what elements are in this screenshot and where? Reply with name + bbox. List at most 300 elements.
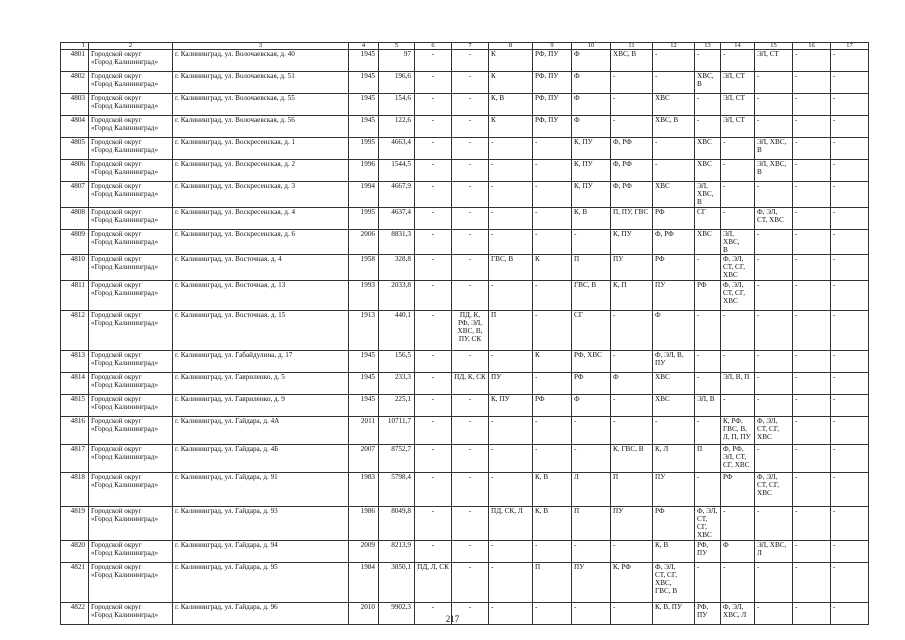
table-cell: - <box>452 94 489 116</box>
column-number: 11 <box>611 43 653 50</box>
table-cell: 8213,9 <box>379 541 415 563</box>
table-cell: Городской округ «Город Калининград» <box>89 207 173 229</box>
table-cell: ЭЛ, СТ <box>721 116 755 138</box>
table-row <box>61 281 869 311</box>
table-cell: 196,6 <box>379 72 415 94</box>
table-cell: - <box>831 445 869 473</box>
table-cell: - <box>793 311 831 351</box>
table-cell: - <box>695 563 721 603</box>
table-cell: 2010 <box>349 603 379 625</box>
table-cell: Ф, РФ <box>653 229 695 255</box>
table-cell: - <box>755 255 793 281</box>
table-cell: - <box>489 473 533 507</box>
table-cell: - <box>452 207 489 229</box>
table-cell: - <box>793 351 831 373</box>
table-cell: - <box>721 351 755 373</box>
table-row <box>61 473 869 507</box>
table-cell: 4816 <box>61 417 89 445</box>
column-number: 17 <box>831 43 869 50</box>
table-cell: - <box>452 473 489 507</box>
table-cell: 5798,4 <box>379 473 415 507</box>
table-cell: 1996 <box>349 160 379 182</box>
table-row <box>61 351 869 373</box>
table-cell: Ф, РФ, ЭЛ, СТ, СГ, ХВС <box>721 445 755 473</box>
table-cell: Городской округ «Город Калининград» <box>89 50 173 72</box>
table-cell: 4808 <box>61 207 89 229</box>
table-cell: г. Калининград, ул. Гайдара, д. 4Б <box>173 445 349 473</box>
table-cell: - <box>793 50 831 72</box>
table-cell: - <box>755 563 793 603</box>
table-cell: Ф <box>572 50 611 72</box>
table-cell: - <box>831 281 869 311</box>
table-row <box>61 255 869 281</box>
table-cell: 4813 <box>61 351 89 373</box>
table-cell: - <box>611 94 653 116</box>
table-cell: 1945 <box>349 116 379 138</box>
table-cell: К, ПУ <box>572 160 611 182</box>
table-cell: 4663,4 <box>379 138 415 160</box>
table-cell: г. Калининград, ул. Гайдара, д. 4А <box>173 417 349 445</box>
table-cell: П <box>695 445 721 473</box>
table-cell: 4811 <box>61 281 89 311</box>
table-cell: Ф, ЭЛ, СТ, СГ, ХВС, ГВС, В <box>653 563 695 603</box>
table-cell: - <box>452 50 489 72</box>
column-number: 13 <box>695 43 721 50</box>
table-cell: К, В <box>489 94 533 116</box>
table-cell: г. Калининград, ул. Воскресенская, д. 4 <box>173 207 349 229</box>
table-cell: Ф <box>572 72 611 94</box>
table-cell: 122,6 <box>379 116 415 138</box>
table-cell: - <box>611 116 653 138</box>
table-cell: - <box>695 373 721 395</box>
table-cell: - <box>755 603 793 625</box>
table-cell: г. Калининград, ул. Гайдара, д. 91 <box>173 473 349 507</box>
table-cell: - <box>489 138 533 160</box>
table-cell: г. Калининград, ул. Воскресенская, д. 2 <box>173 160 349 182</box>
table-cell: ХВС <box>653 373 695 395</box>
table-cell: 4801 <box>61 50 89 72</box>
table-cell: - <box>793 541 831 563</box>
table-row <box>61 541 869 563</box>
table-cell: Городской округ «Город Калининград» <box>89 541 173 563</box>
table-cell: 1945 <box>349 395 379 417</box>
table-cell: - <box>489 351 533 373</box>
table-cell: - <box>452 229 489 255</box>
table-cell: 440,1 <box>379 311 415 351</box>
table-cell: Ф, ЭЛ, СТ, СГ, ХВС <box>755 473 793 507</box>
table-cell: Городской округ «Город Калининград» <box>89 138 173 160</box>
column-number: 5 <box>379 43 415 50</box>
table-cell: Городской округ «Город Калининград» <box>89 445 173 473</box>
table-cell: 154,6 <box>379 94 415 116</box>
table-cell: - <box>415 72 452 94</box>
table-cell: ЭЛ, ХВС, В <box>695 182 721 208</box>
table-row <box>61 563 869 603</box>
table-row <box>61 160 869 182</box>
table-cell: - <box>793 563 831 603</box>
table-cell: Ф, ЭЛ, В, ПУ <box>653 351 695 373</box>
table-cell: г. Калининград, ул. Волочаевская, д. 51 <box>173 72 349 94</box>
table-cell: РФ <box>653 507 695 541</box>
table-cell: - <box>831 207 869 229</box>
table-cell: К, ПУ <box>572 138 611 160</box>
table-cell: - <box>611 72 653 94</box>
table-cell: - <box>489 563 533 603</box>
table-cell: ЭЛ, СТ <box>721 72 755 94</box>
table-cell: 4810 <box>61 255 89 281</box>
table-cell: - <box>572 541 611 563</box>
table-cell: ЭЛ, СТ <box>721 94 755 116</box>
table-cell: Ф <box>572 116 611 138</box>
table-cell: РФ, ПУ <box>695 541 721 563</box>
table-cell: 4805 <box>61 138 89 160</box>
table-cell: ХВС, В <box>653 116 695 138</box>
table-cell: 10711,7 <box>379 417 415 445</box>
table-cell: - <box>533 311 572 351</box>
table-cell: Ф <box>653 311 695 351</box>
table-cell: - <box>695 94 721 116</box>
table-cell: 4809 <box>61 229 89 255</box>
table-cell: - <box>755 373 793 395</box>
table-cell: 4819 <box>61 507 89 541</box>
table-cell: 4818 <box>61 473 89 507</box>
table-cell: РФ <box>533 395 572 417</box>
table-cell: Ф, ЭЛ, СТ, ХВС <box>755 207 793 229</box>
table-cell: - <box>831 417 869 445</box>
table-cell: - <box>452 395 489 417</box>
table-cell: П <box>572 507 611 541</box>
table-cell: Л <box>572 473 611 507</box>
table-cell: 1945 <box>349 373 379 395</box>
table-cell: г. Калининград, ул. Габайдулина, д. 17 <box>173 351 349 373</box>
table-cell: К, РФ <box>611 563 653 603</box>
table-cell: - <box>452 351 489 373</box>
table-cell: - <box>831 50 869 72</box>
table-cell: - <box>653 50 695 72</box>
table-cell: 3850,1 <box>379 563 415 603</box>
table-cell: - <box>831 507 869 541</box>
table-cell: Ф, ЭЛ, СТ, СГ, ХВС <box>755 417 793 445</box>
table-cell: - <box>793 138 831 160</box>
table-cell: К, П <box>611 281 653 311</box>
column-number: 16 <box>793 43 831 50</box>
table-cell: 9902,3 <box>379 603 415 625</box>
table-cell: Городской округ «Город Калининград» <box>89 473 173 507</box>
table-cell: П, ПУ, ГВС <box>611 207 653 229</box>
table-cell: - <box>415 507 452 541</box>
table-cell: - <box>415 281 452 311</box>
table-cell: г. Калининград, ул. Гавриленко, д. 9 <box>173 395 349 417</box>
table-cell: Городской округ «Город Калининград» <box>89 395 173 417</box>
table-cell: - <box>415 160 452 182</box>
table-cell: 1913 <box>349 311 379 351</box>
table-cell: ПД, Л, СК <box>415 563 452 603</box>
table-cell: К, ГВС, В <box>611 445 653 473</box>
table-cell: г. Калининград, ул. Волочаевская, д. 55 <box>173 94 349 116</box>
table-cell: 4815 <box>61 395 89 417</box>
table-cell: ЭЛ, В <box>695 395 721 417</box>
table-cell: - <box>533 207 572 229</box>
table-cell: 2007 <box>349 445 379 473</box>
table-cell: ХВС, В <box>611 50 653 72</box>
table-cell: - <box>489 417 533 445</box>
table-cell: Городской округ «Город Калининград» <box>89 160 173 182</box>
table-cell: 1544,5 <box>379 160 415 182</box>
table-cell: - <box>793 395 831 417</box>
table-cell: - <box>415 445 452 473</box>
table-cell: - <box>533 603 572 625</box>
table-cell: ХВС <box>695 138 721 160</box>
table-cell: Городской округ «Город Калининград» <box>89 255 173 281</box>
table-row <box>61 182 869 208</box>
table-cell: - <box>489 541 533 563</box>
table-cell: г. Калининград, ул. Гайдара, д. 95 <box>173 563 349 603</box>
table-cell: - <box>415 603 452 625</box>
table-cell: - <box>415 182 452 208</box>
column-number: 8 <box>489 43 533 50</box>
table-cell: - <box>572 417 611 445</box>
table-cell: - <box>489 445 533 473</box>
table-body <box>61 43 869 625</box>
table-cell: 2006 <box>349 229 379 255</box>
table-cell: - <box>653 138 695 160</box>
table-cell: Ф <box>721 541 755 563</box>
table-cell: Городской округ «Город Калининград» <box>89 229 173 255</box>
table-cell: К, В <box>572 207 611 229</box>
table-cell: - <box>533 229 572 255</box>
table-cell: - <box>721 182 755 208</box>
table-row <box>61 445 869 473</box>
table-cell: - <box>533 182 572 208</box>
column-number: 9 <box>533 43 572 50</box>
table-cell: Городской округ «Город Калининград» <box>89 72 173 94</box>
table-cell: ГВС, В <box>572 281 611 311</box>
table-cell: - <box>721 138 755 160</box>
table-cell: - <box>489 603 533 625</box>
column-number: 3 <box>173 43 349 50</box>
table-cell: - <box>415 50 452 72</box>
table-cell: - <box>793 473 831 507</box>
table-row <box>61 373 869 395</box>
column-number-row <box>61 43 869 50</box>
table-cell: г. Калининград, ул. Воскресенская, д. 1 <box>173 138 349 160</box>
table-cell: 1945 <box>349 94 379 116</box>
table-cell: К <box>533 255 572 281</box>
table-cell: - <box>415 138 452 160</box>
table-cell: - <box>611 395 653 417</box>
table-cell: 1995 <box>349 207 379 229</box>
table-cell: - <box>721 160 755 182</box>
column-number: 4 <box>349 43 379 50</box>
table-cell: П <box>533 563 572 603</box>
table-cell: Ф, ЭЛ, ХВС, Л <box>721 603 755 625</box>
table-cell: ХВС, В <box>695 72 721 94</box>
table-cell: - <box>533 445 572 473</box>
table-cell: 8049,8 <box>379 507 415 541</box>
table-cell: Ф, РФ <box>611 138 653 160</box>
table-cell: РФ, ПУ <box>695 603 721 625</box>
table-cell: - <box>793 207 831 229</box>
table-cell: ХВС <box>695 160 721 182</box>
table-cell: ГВС, В <box>489 255 533 281</box>
table-cell: - <box>755 229 793 255</box>
table-cell: - <box>611 311 653 351</box>
table-cell: ХВС <box>695 229 721 255</box>
table-cell: - <box>695 50 721 72</box>
table-row <box>61 395 869 417</box>
table-cell: - <box>721 507 755 541</box>
table-cell: г. Калининград, ул. Воскресенская, д. 6 <box>173 229 349 255</box>
table-cell: - <box>695 351 721 373</box>
table-cell: Городской округ «Город Калининград» <box>89 373 173 395</box>
column-number: 12 <box>653 43 695 50</box>
table-cell: К, В <box>653 541 695 563</box>
table-cell: - <box>721 395 755 417</box>
table-cell: СГ <box>695 207 721 229</box>
table-cell: ЭЛ, ХВС, Л <box>755 541 793 563</box>
table-cell: - <box>653 72 695 94</box>
table-row <box>61 138 869 160</box>
table-cell: г. Калининград, ул. Гайдара, д. 96 <box>173 603 349 625</box>
table-cell: Ф <box>611 373 653 395</box>
table-cell: - <box>793 603 831 625</box>
table-cell: - <box>452 563 489 603</box>
table-cell: - <box>721 311 755 351</box>
table-cell: 1995 <box>349 138 379 160</box>
table-cell: - <box>415 541 452 563</box>
table-cell: - <box>695 255 721 281</box>
table-cell: - <box>452 255 489 281</box>
table-cell: - <box>533 373 572 395</box>
table-cell: 1945 <box>349 72 379 94</box>
table-cell: К, В <box>533 473 572 507</box>
table-cell: - <box>793 160 831 182</box>
table-cell: ЭЛ, ХВС, В <box>755 138 793 160</box>
table-cell: - <box>653 160 695 182</box>
table-cell: - <box>611 541 653 563</box>
table-cell: - <box>831 373 869 395</box>
table-cell: - <box>793 255 831 281</box>
column-number: 15 <box>755 43 793 50</box>
table-cell: г. Калининград, ул. Волочаевская, д. 56 <box>173 116 349 138</box>
table-cell: - <box>452 138 489 160</box>
table-cell: - <box>793 229 831 255</box>
table-cell: г. Калининград, ул. Волочаевская, д. 40 <box>173 50 349 72</box>
table-cell: РФ <box>721 473 755 507</box>
table-cell: Ф, ЭЛ, СТ, СГ, ХВС <box>695 507 721 541</box>
table-cell: РФ <box>653 207 695 229</box>
column-number: 14 <box>721 43 755 50</box>
table-cell: 4667,9 <box>379 182 415 208</box>
table-cell: - <box>793 281 831 311</box>
table-cell: 4817 <box>61 445 89 473</box>
table-cell: - <box>695 417 721 445</box>
table-cell: - <box>831 603 869 625</box>
table-cell: - <box>572 603 611 625</box>
table-cell: - <box>611 603 653 625</box>
table-row <box>61 311 869 351</box>
table-cell: ПД, СК, Л <box>489 507 533 541</box>
table-cell: - <box>831 72 869 94</box>
column-number: 10 <box>572 43 611 50</box>
table-cell: 4802 <box>61 72 89 94</box>
table-cell: - <box>415 351 452 373</box>
table-cell: - <box>793 116 831 138</box>
table-cell: РФ <box>695 281 721 311</box>
table-cell: - <box>755 281 793 311</box>
table-cell: К <box>489 50 533 72</box>
table-cell: - <box>755 445 793 473</box>
table-cell: Ф, ЭЛ, СТ, СГ, ХВС <box>721 281 755 311</box>
table-cell: - <box>793 373 831 395</box>
table-cell: 1983 <box>349 473 379 507</box>
table-cell: - <box>533 417 572 445</box>
table-cell: - <box>721 50 755 72</box>
table-cell: - <box>611 351 653 373</box>
table-cell: - <box>831 563 869 603</box>
table-cell: 97 <box>379 50 415 72</box>
table-cell: г. Калининград, ул. Восточная, д. 4 <box>173 255 349 281</box>
table-cell: П <box>572 255 611 281</box>
table-cell: г. Калининград, ул. Гайдара, д. 94 <box>173 541 349 563</box>
table-row <box>61 72 869 94</box>
table-cell: Городской округ «Город Калининград» <box>89 116 173 138</box>
table-cell: - <box>415 255 452 281</box>
table-cell: - <box>415 373 452 395</box>
table-cell: - <box>755 351 793 373</box>
table-cell: - <box>831 182 869 208</box>
table-cell: К <box>533 351 572 373</box>
table-cell: ПУ <box>611 507 653 541</box>
table-cell: - <box>452 281 489 311</box>
table-cell: К <box>489 116 533 138</box>
table-cell: К, РФ, ГВС, В, Л, П, ПУ <box>721 417 755 445</box>
table-cell: г. Калининград, ул. Воскресенская, д. 3 <box>173 182 349 208</box>
table-cell: г. Калининград, ул. Гайдара, д. 93 <box>173 507 349 541</box>
table-row <box>61 417 869 445</box>
table-cell: ЭЛ, В, П <box>721 373 755 395</box>
table-cell: г. Калининград, ул. Восточная, д. 13 <box>173 281 349 311</box>
table-cell: - <box>572 445 611 473</box>
table-cell: Городской округ «Город Калининград» <box>89 281 173 311</box>
table-cell: Городской округ «Город Калининград» <box>89 603 173 625</box>
column-number: 6 <box>415 43 452 50</box>
table-cell: 4637,4 <box>379 207 415 229</box>
table-cell: - <box>793 94 831 116</box>
table-cell: ПУ <box>489 373 533 395</box>
table-cell: - <box>755 116 793 138</box>
table-cell: - <box>793 445 831 473</box>
table-cell: - <box>452 160 489 182</box>
registry-table-container <box>60 42 869 625</box>
table-cell: - <box>415 395 452 417</box>
table-cell: 1945 <box>349 50 379 72</box>
table-cell: 1984 <box>349 563 379 603</box>
table-cell: - <box>793 507 831 541</box>
table-cell: Ф, РФ <box>611 182 653 208</box>
table-cell: Городской округ «Город Калининград» <box>89 311 173 351</box>
table-cell: - <box>415 311 452 351</box>
table-cell: РФ, ХВС <box>572 351 611 373</box>
table-row <box>61 229 869 255</box>
table-cell: 2033,8 <box>379 281 415 311</box>
table-cell: ПУ <box>611 255 653 281</box>
table-cell: ЭЛ, СТ <box>755 50 793 72</box>
table-cell: - <box>831 351 869 373</box>
table-cell: - <box>721 563 755 603</box>
table-cell: г. Калининград, ул. Восточная, д. 15 <box>173 311 349 351</box>
table-cell: ЭЛ, ХВС, В <box>755 160 793 182</box>
